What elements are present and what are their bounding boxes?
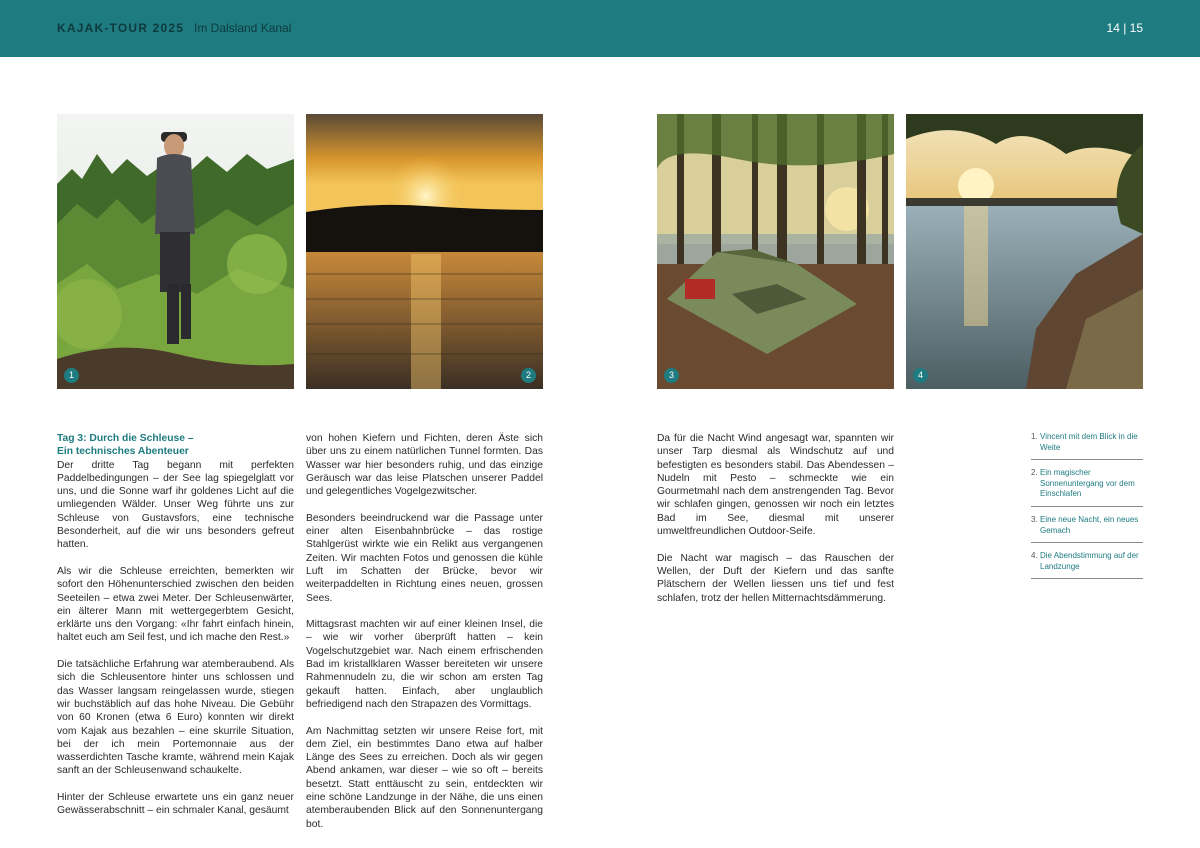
article-column-2 [306, 432, 543, 844]
paragraph: Die Nacht war magisch – das Rauschen der Wellen, der Duft der Kiefern und das sanfte Plätschern der Wellen liessen uns tief und fest schlafen, trotz der hellen Mitternachtsdämmerung. [657, 552, 894, 604]
photo-number-badge: 4 [913, 368, 928, 383]
caption-text: Ein magischer Sonnenuntergang vor dem Einschlafen [1040, 468, 1135, 499]
photo-captions [1031, 432, 1143, 587]
photo-number-badge: 3 [664, 368, 679, 383]
caption-item [1031, 432, 1143, 460]
section-title: Im Dalsland Kanal [194, 21, 292, 35]
photo-1 [57, 114, 294, 389]
paragraph: Am Nachmittag setzten wir unsere Reise fort, mit dem Ziel, ein bestimmtes Dano etwa auf halber Länge des Sees zu erreichen. Doch als wir gegen Abend ankamen, war dieser – wie so oft – bereits besetzt. Statt enttäuscht zu sein, entdeckten wir eine schöne Landzunge in der Nähe, die uns einen atemberaubenden Blick auf den Sonnenuntergang bot. [306, 725, 543, 830]
paragraph: Der dritte Tag begann mit perfekten Paddelbedingungen – der See lag spiegelglatt vor uns, und die Sonne warf ihr goldenes Licht auf die umliegenden Wälder. Unser Weg führte uns zur Schleuse von Gustavsfors, eine technische Besonderheit, auf die wir uns besonders gefreut hatten. [57, 459, 294, 551]
paragraph: von hohen Kiefern und Fichten, deren Äste sich über uns zu einem natürlichen Tunnel formten. Das Wasser war hier besonders ruhig, und das einzige Geräusch war das leise Platschen unserer Paddel und gelegentliches Vogelgezwitscher. [306, 433, 543, 498]
photo-3 [657, 114, 894, 389]
article-heading [57, 432, 294, 459]
caption-number: 3. [1031, 514, 1038, 524]
caption-text: Die Abendstimmung auf der Landzunge [1040, 551, 1139, 571]
paragraph: Besonders beeindruckend war die Passage unter einer alten Eisenbahnbrücke – das rostige Stahlgerüst wirkte wie ein Relikt aus vergangenen Zeiten. Wir machten Fotos und genossen die kühle Luft im Schatten der Brücke, bevor wir weiterpaddelten in Richtung eines neuen, grossen Sees. [306, 512, 543, 604]
photo-2 [306, 114, 543, 389]
photo-number-badge: 1 [64, 368, 79, 383]
article-heading-line-2: Ein technisches Abenteuer [57, 446, 189, 458]
page-header [0, 0, 1200, 57]
caption-text: Vincent mit dem Blick in die Weite [1040, 432, 1138, 452]
caption-item [1031, 515, 1143, 543]
caption-number: 2. [1031, 468, 1038, 478]
article-heading-line-1: Tag 3: Durch die Schleuse – [57, 433, 194, 444]
article-column-3 [657, 432, 894, 618]
caption-number: 4. [1031, 551, 1038, 561]
caption-item [1031, 551, 1143, 579]
caption-text: Eine neue Nacht, ein neues Gemach [1040, 514, 1139, 535]
paragraph: Mittagsrast machten wir auf einer kleinen Insel, die – wie wir vorher überprüft hatten – kein Vogelschutzgebiet war. Nach einem erfrischenden Bad im kristallklaren Wasser bereiteten wir unsere Rahmennudeln zu, die wir schon am ersten Tag gekauft hatten. Einfach, aber unglaublich befriedigend nach den Strapazen des Vormittags. [306, 619, 543, 710]
article-column-1 [57, 432, 294, 831]
photo-4 [906, 114, 1143, 389]
photo-number-badge: 2 [521, 368, 536, 383]
caption-item [1031, 468, 1143, 507]
paragraph: Als wir die Schleuse erreichten, bemerkten wir sofort den Höhenunterschied zwischen den beiden Seeteilen – etwa zwei Meter. Der Schleusenwärter, ein älterer Mann mit wettergegerbtem Gesicht, erklärte uns den Vorgang: «Ihr fahrt einfach hinein, haltet euch am Seil fest, und ich mache den Rest.» [57, 565, 294, 644]
paragraph: Da für die Nacht Wind angesagt war, spannten wir unser Tarp diesmal als Windschutz auf und befestigten es besonders stabil. Das Abendessen – Nudeln mit Pesto – schmeckte wie ein Gourmetmahl nach dem anstrengenden Tag. Bevor wir schlafen gingen, genossen wir noch ein letztes Bad im See, diesmal mit unserer umweltfreundlichen Outdoor-Seife. [657, 433, 894, 538]
magazine-title: KAJAK-TOUR 2025 [57, 21, 185, 35]
paragraph: Hinter der Schleuse erwartete uns ein ganz neuer Gewässerabschnitt – ein schmaler Kanal, gesäumt [57, 792, 294, 817]
caption-number: 1. [1031, 432, 1038, 441]
page-numbers: 14 | 15 [1106, 21, 1143, 35]
paragraph: Die tatsächliche Erfahrung war atemberaubend. Als sich die Schleusentore hinter uns schlossen und das Wasser langsam reingelassen wurde, stiegen wir buchstäblich auf das hohe Niveau. Die Gebühr von 60 Kronen (etwa 6 Euro) konnten wir direkt vom Kajak aus bezahlen – eine skurrile Situation, bei der ich mein Portemonnaie aus der wasserdichten Tasche kramte, während mein Kajak sanft an der Schleusenwand schaukelte. [57, 659, 294, 777]
